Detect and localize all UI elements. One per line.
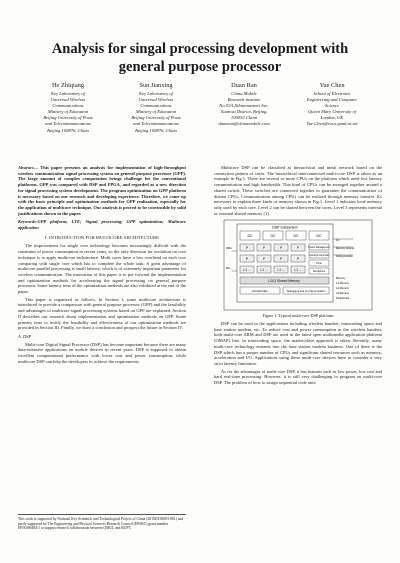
- left-column: [18, 165, 186, 367]
- dc-label: DC: [293, 234, 299, 239]
- l1-label: L1 ...: [260, 268, 268, 273]
- figure-caption: Figure 1. Typical multi-core DSP platform: [262, 313, 334, 319]
- left-side-label: Bus: [226, 267, 231, 271]
- p-label: P: [245, 246, 249, 251]
- paragraph: As for the advantages of multi-core DSP, it has features such as low power, low cost and hard real-time processing. However, it is still very challenging to program on multi-core DSP. The problem of how to assign sequential code onto: [214, 368, 382, 386]
- subsystem-label: DSP Subsystem: [272, 225, 298, 230]
- p-label: P: [262, 257, 266, 262]
- paragraph: This paper is organized as follows. In Section I, some multicore architecture is introduced to provide a comparison with general purpose processor (GPP) and the feasibility and advantages of multicore signal processing systems based on GPP are explained. Section II describes our research about implementation and optimization methods on GPP. Some primary tests to testify the feasibility and effectiveness of our optimization methods are provided in Section III. Finally, we draw a conclusion and prospect the future in Section IV.: [18, 296, 186, 331]
- left-side-label: DMA: [226, 247, 232, 251]
- legend-label: Memory: [336, 277, 346, 281]
- author-name: Duan Ran: [231, 82, 257, 89]
- l1-label: L1 ...: [243, 268, 251, 273]
- footnote: This work is supported by National Key Scientific and Technological Project of China (2010ZX03003-001) and partly supported by The Engineering and Physical Sciences Research Council (EPSRC) grant number EP/K006484/1 to support research collaboration between QMUL and BUPT.: [18, 514, 186, 531]
- paragraph: DSP can be used in the applications including wireless handset, transcoding space and base station modem, etc. To reduce cost and power consumption in the wireless handset, both multi-core ARM and DSP are used in the latest open multimedia application platform (OMAP) line. In transcoding space, the master/slave approach is taken. Recently, many multi-core technology entrants into the base station modem business. One of them is the DSP which has a proper number of CPUs and significant shared resources such as memory, acceleration and I/O. Applications using these multi-core devices have to consider a very strict latency limitation.: [214, 321, 382, 366]
- right-side-label: Debug Access: [336, 255, 353, 259]
- right-box-label: Semaphore: [312, 270, 326, 274]
- right-box-label: Interrupt Controller: [309, 254, 329, 258]
- right-box-label: Power Management: [308, 246, 330, 250]
- keywords: Keywords-GPP platform; LTE; Signal processing; GPP optimization; Multicore application: [18, 219, 186, 231]
- right-side-label: I/O: [336, 239, 340, 243]
- dc-label: DC: [316, 234, 322, 239]
- p-label: P: [245, 257, 249, 262]
- paragraph: The improvement for single core technology becomes increasingly difficult with the constraint of power consumption in recent years, so the only direction for evolution on core technique is to apply multicore architecture. Multi cores have a low overhead on each core comparing with single core which has to complete the whole task. A great advantage of multicore parallel processing is small latency, which is of extremely important parameter for wireless communication. The innovation of this paper is to put forward the implementation and optimization methods for accelerating the signal processing on general purpose processor. Some latency tests of the optimization methods are also exhibited at the end of the paper.: [18, 243, 186, 295]
- figure-1: [214, 219, 382, 319]
- l1-label: L1 ...: [277, 268, 285, 273]
- author-2: [112, 82, 200, 134]
- shared-memory-label: L2/L3 Shared Memory: [268, 279, 300, 284]
- p-label: P: [279, 246, 283, 251]
- author-name: Yue Chen: [319, 82, 345, 89]
- p-label: P: [262, 246, 266, 251]
- abstract-text: — This paper presents an analysis for implementation of high-throughput wireless communication signal processing system on general purpose processor (GPP). The large amount of complex computation brings challenge for the conventional platforms. GPP was compared with DSP and FPGA, and regarded as a new direction for signal processing system development. The program optimization on GPP platform is necessary based on our research and developing experience. Therefore, we come up with the basic principle and optimization methods for GPP realization, especially for the application of multicore technique. Our analysis is proved to be convincible by solid justifications shown in the paper.: [18, 165, 186, 216]
- right-column: [214, 165, 382, 388]
- paragraph: Multicore DSP can be classified as hierarchical and mesh network based on the connection pattern of cores. The hierarchical interconnected multi-core DSP is taken as an example in Fig.1. There are several or more CPUs on the platform which need low latency communication and high bandwidth. This kind of CPUs can be arranged together around a shared switch. These switches are connected together to guarantee the communication of distant CPUs. Communication among CPUs can be realized through memory transfer. It's necessary to explain three kinds of memory shown in Fig.1. Level 1 indicates local memory only used by each core. Level 2 can be shared between the cores. Level 3 represents internal or external shared memory [1].: [214, 165, 382, 216]
- right-side-label: Memory Access: [336, 247, 355, 251]
- dc-label: DC: [247, 234, 253, 239]
- author-affiliation: Key Laboratory of Universal Wireless Communications Ministry of Education Beijing University of Posts and Telecommunications Beijing 100876, China: [43, 91, 93, 133]
- legend-label: L1 Memory: [336, 282, 349, 286]
- p-label: P: [296, 257, 300, 262]
- legend-label: L2 Memory: [336, 287, 349, 291]
- author-block: [24, 82, 376, 134]
- author-affiliation: Key Laboratory of Universal Wireless Communications Ministry of Education Beijing University of Posts and Telecommunications Beijing 100876, China: [131, 91, 181, 133]
- paper-title: Analysis for singal processing development with general purpose processor: [51, 41, 349, 75]
- p-label: P: [296, 246, 300, 251]
- abstract-label: Abstract: [18, 165, 34, 170]
- author-name: Sun Jianxing: [139, 82, 173, 89]
- author-name: He Zhiqiang: [51, 82, 85, 89]
- peripherals-label: Peripherals: [252, 289, 268, 294]
- legend-label: Peripherals: [336, 297, 350, 301]
- author-4: [288, 82, 376, 134]
- p-label: P: [279, 257, 283, 262]
- multicore-dsp-diagram: [223, 219, 373, 311]
- paragraph: Multi-core Digital Signal Processor (DSP) has become important because there are many data-intensive applications on mobile devices in recent years. DSP is supposed to obtain excellent computational performance with lower cost and power consumption, while multicore DSP can help the developers to achieve the requirements.: [18, 341, 186, 364]
- section-heading: I. INTRODUCTION FOR MULTICORE ARCHITECTURE: [45, 234, 159, 240]
- dc-label: DC: [270, 234, 276, 239]
- author-1: [24, 82, 112, 134]
- legend-label: L3 Memory: [336, 292, 349, 296]
- debug-label: Debugging and on-chip emulation: [286, 290, 326, 294]
- l1-label: L1 ...: [294, 268, 302, 273]
- right-box-label: Timer: [315, 262, 323, 266]
- abstract: [18, 165, 186, 216]
- subsection-heading: A. DSP: [18, 333, 32, 339]
- author-affiliation: China Mobile Research institute No.53A,Xibianmennei Ave, Xuanwu District, Beijing, 100053 China duanran@chinamobile.com: [218, 91, 270, 127]
- author-3: [200, 82, 288, 134]
- author-affiliation: School of Electronic Engineering and Computer Science Queen Mary University of London, UK Yue.Chen@eecs.qmul.ac.uk: [306, 91, 358, 127]
